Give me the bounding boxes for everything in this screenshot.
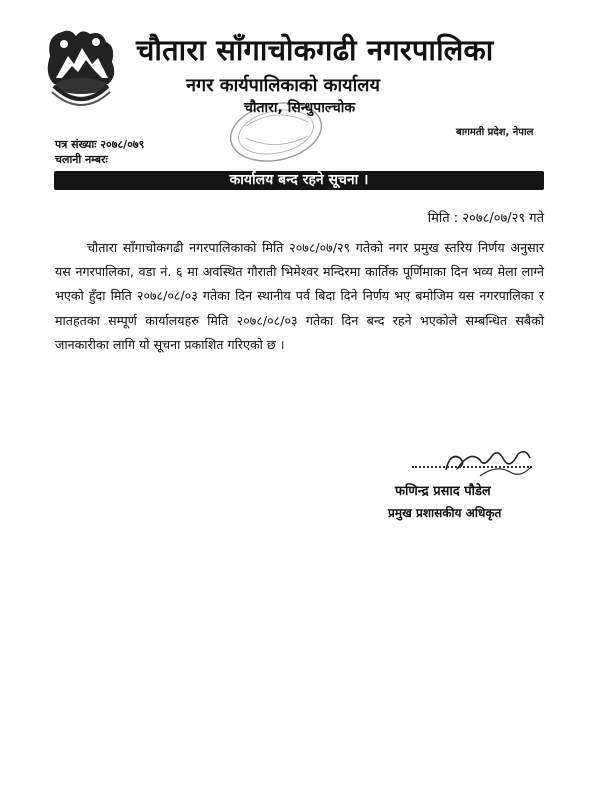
handwritten-signature-icon [440, 446, 536, 480]
notice-date: मिति : २०७८/०७/२९ गते [427, 211, 544, 226]
nepal-emblem-icon [42, 26, 120, 112]
office-location: चौतारा, सिन्धुपाल्चोक [244, 100, 356, 116]
province-label: बागमती प्रदेश, नेपाल [456, 127, 534, 138]
notice-heading: कार्यालय बन्द रहने सूचना । [54, 171, 544, 190]
notice-body: चौतारा साँगाचोकगढी नगरपालिकाको मिति २०७८/०७/२९ गतेको नगर प्रमुख स्तरिय निर्णय अनुसार यस नगरपालिका, वडा नं. ६ मा अवस्थित गौराती भिमेश्वर मन्दिरमा कार्तिक पूर्णिमाका दिन भव्य मेला लाग्ने भएको हुँदा मिति २०७८/०८/०३ गतेका दिन स्थानीय पर्व बिदा दिने निर्णय भए बमोजिम यस नगरपालिका र मातहतका सम्पूर्ण कार्यालयहरु मिति २०७८/०८/०३ गतेका दिन बन्द रहने भएकोले सम्बन्धित सबैको जानकारीका लागि यो सूचना प्रकाशित गरिएको छ । [55, 240, 544, 352]
letter-number: पत्र संख्याः २०७८/०७९ [55, 138, 145, 151]
dispatch-number: चलानी नम्बरः [55, 153, 108, 166]
signature-line [412, 466, 532, 468]
municipality-title: चौतारा साँगाचोकगढी नगरपालिका [136, 33, 494, 67]
signatory-name: फणिन्द्र प्रसाद पौडेल [395, 484, 491, 499]
signatory-designation: प्रमुख प्रशासकीय अधिकृत [388, 506, 502, 520]
office-subtitle: नगर कार्यपालिकाको कार्यालय [186, 75, 380, 96]
